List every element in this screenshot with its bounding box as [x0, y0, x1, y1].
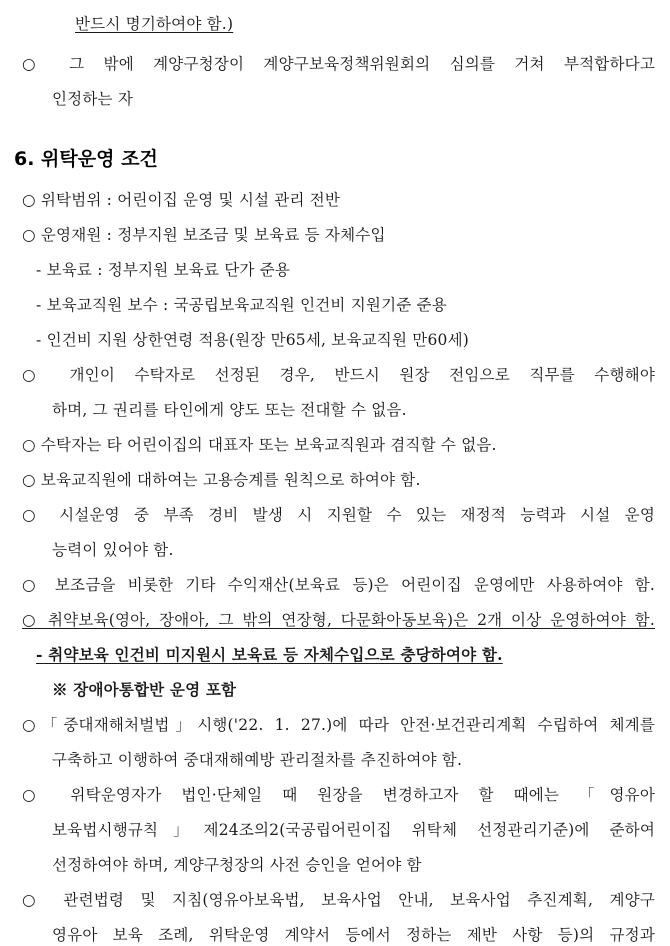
text-line: 하며, 그 권리를 타인에게 양도 또는 전대할 수 없음. [52, 401, 407, 419]
text-line: 인정하는 자 [52, 90, 133, 108]
bullet-item: ○ 개인이 수탁자로 선정된 경우, 반드시 원장 전임으로 직무를 수행해야 [22, 366, 655, 384]
bullet-item: ○ 시설운영 중 부족 경비 발생 시 지원할 수 있는 재정적 능력과 시설 운영 [22, 506, 655, 524]
text-line: 능력이 있어야 함. [52, 541, 174, 559]
sub-item: - 보육교직원 보수 : 국공립보육교직원 인건비 지원기준 준용 [36, 296, 447, 314]
reference-note: ※ 장애아통합반 운영 포함 [52, 680, 237, 699]
text-line: 영유아 보육 조례, 위탁운영 계약서 등에서 정하는 제반 사항 등)의 규정과 [52, 926, 655, 944]
bullet-item: ○ 관련법령 및 지침(영유아보육법, 보육사업 안내, 보육사업 추진계획, 계양구 [22, 891, 655, 909]
bullet-item: ○ 보조금을 비롯한 기타 수익재산(보육료 등)은 어린이집 운영에만 사용하여야 함. [22, 576, 655, 594]
bullet-item: ○ 취약보육(영아, 장애아, 그 밖의 연장형, 다문화아동보육)은 2개 이상 운영하여야 함. [22, 611, 655, 629]
bullet-item: ○「중대재해처벌법」시행('22. 1. 27.)에 따라 안전·보건관리계획 수립하여 체계를 [22, 716, 655, 734]
emphasis-note: - 취약보육 인건비 미지원시 보육료 등 자체수입으로 충당하여야 함. [36, 645, 503, 664]
sub-item: - 인건비 지원 상한연령 적용(원장 만65세, 보육교직원 만60세) [36, 331, 470, 349]
bullet-item: ○ 위탁운영자가 법인·단체일 때 원장을 변경하고자 할 때에는 「영유아 [22, 786, 655, 804]
text-line: 선정하여야 하며, 계양구청장의 사전 승인을 얻어야 함 [52, 856, 422, 874]
sub-item: - 보육료 : 정부지원 보육료 단가 준용 [36, 261, 291, 279]
bullet-item: ○ 수탁자는 타 어린이집의 대표자 또는 보육교직원과 겸직할 수 없음. [22, 436, 497, 454]
text-line: 구축하고 이행하여 중대재해예방 관리절차를 추진하여야 함. [52, 751, 463, 769]
bullet-item: ○ 보육교직원에 대하여는 고용승계를 원칙으로 하여야 함. [22, 471, 421, 489]
section-heading: 6. 위탁운영 조건 [14, 148, 158, 170]
bullet-item: ○ 그 밖에 계양구청장이 계양구보육정책위원회의 심의를 거쳐 부적합하다고 [22, 55, 655, 73]
bullet-item: ○ 위탁범위 : 어린이집 운영 및 시설 관리 전반 [22, 191, 341, 209]
text-line: 반드시 명기하여야 함.) [75, 15, 234, 33]
bullet-item: ○ 운영재원 : 정부지원 보조금 및 보육료 등 자체수입 [22, 226, 386, 244]
text-line: 보육법시행규칙」제24조의2(국공립어린이집 위탁체 선정관리기준)에 준하여 [52, 821, 655, 839]
